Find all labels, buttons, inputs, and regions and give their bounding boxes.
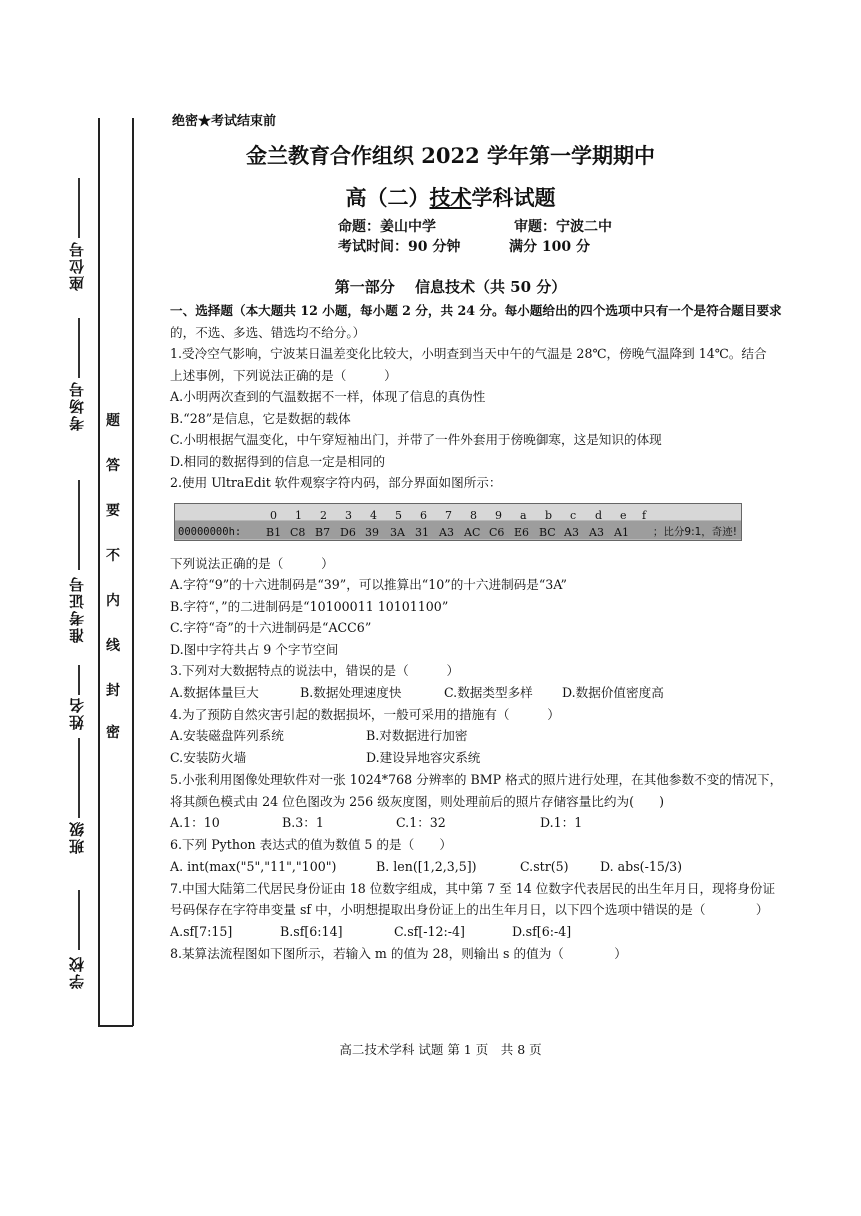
hex-byte: 31 (415, 525, 429, 539)
hex-column-label: c (570, 508, 577, 522)
name-fill-line (78, 665, 80, 695)
q7-option-b: B.sf[6:14] (280, 923, 343, 939)
q1-option-b: B.“28”是信息，它是数据的载体 (170, 410, 351, 426)
q1-stem: 1.受冷空气影响，宁波某日温差变化比较大，小明查到当天中午的气温是 28℃，傍晚气温降到 14℃。结合 (170, 346, 767, 361)
binding-line-left (98, 118, 100, 1026)
q6-option-a: A. int(max("5","11","100") (170, 858, 337, 874)
q3-option-c: C.数据类型多样 (444, 684, 533, 700)
hex-column-label: f (642, 508, 647, 522)
q4-option-c: C.安装防火墙 (170, 750, 247, 765)
hex-column-label: 4 (370, 508, 377, 522)
q2-option-d: D.图中字符共占 9 个字节空间 (170, 641, 339, 657)
exam-room-label: 考场号 (68, 380, 86, 431)
q5-stem-cont: 将其颜色模式由 24 位色图改为 256 级灰度图，则处理前后的照片存储容量比约为( ) (170, 793, 665, 809)
page-footer: 高二技术学科 试题 第 1 页 共 8 页 (339, 1042, 542, 1057)
question-area (170, 300, 834, 964)
q6-stem: 6.下列 Python 表达式的值为数值 5 的是（ ） (170, 837, 452, 852)
hex-byte: BC (539, 525, 556, 539)
q3-option-b: B.数据处理速度快 (300, 684, 402, 700)
hex-byte: A3 (564, 525, 579, 539)
q5-option-b: B.3：1 (282, 815, 324, 830)
hex-byte: A1 (614, 525, 629, 539)
seal-char: 内 (106, 593, 120, 609)
name-label: 姓名 (68, 696, 86, 730)
hex-byte: D6 (340, 525, 356, 539)
hex-column-label: 6 (420, 508, 427, 522)
hex-column-label: d (595, 508, 603, 522)
subtitle-grade: 高（二） (345, 185, 430, 210)
hex-byte: B7 (315, 525, 331, 539)
hex-byte: A3 (589, 525, 604, 539)
time-info: 考试时间：90 分钟 (338, 239, 461, 255)
hex-column-label: 5 (395, 508, 402, 522)
q6-option-d: D. abs(-15/3) (600, 858, 683, 874)
q2-question: 下列说法正确的是（ ） (170, 555, 334, 571)
q1-stem-cont: 上述事例，下列说法正确的是（ ） (170, 367, 397, 383)
q3-option-d: D.数据价值密度高 (562, 684, 664, 700)
subtitle-suffix: 学科试题 (471, 185, 556, 210)
q7-option-d: D.sf[6:-4] (512, 923, 572, 939)
exam-id-label: 准考证号 (68, 575, 86, 643)
hex-column-label: 2 (320, 508, 327, 522)
binding-line-right (132, 118, 134, 1026)
q7-options (170, 921, 834, 943)
q5-option-a: A.1：10 (170, 815, 220, 830)
hex-byte: 3A (390, 525, 405, 539)
exam-subtitle (0, 182, 861, 212)
hex-column-label: 3 (345, 508, 352, 522)
part-intro-cont: 的，不选、多选、错选均不给分。） (170, 324, 366, 340)
hex-column-label: 8 (470, 508, 477, 522)
seal-char: 要 (106, 503, 120, 519)
school-label: 学校 (68, 955, 86, 989)
q1-option-d: D.相同的数据得到的信息一定是相同的 (170, 453, 386, 469)
q6-options (170, 856, 834, 878)
seat-label: 座位号 (68, 240, 86, 291)
seal-char: 题 (106, 413, 120, 429)
hex-byte: B1 (266, 525, 282, 539)
seal-char: 封 (106, 683, 120, 699)
q1-option-c: C.小明根据气温变化，中午穿短袖出门，并带了一件外套用于傍晚御寒，这是知识的体现 (170, 432, 662, 447)
q2-option-c: C.字符“奇”的十六进制码是“ACC6” (170, 620, 372, 635)
q4-options-row1 (170, 725, 834, 747)
seal-char: 密 (106, 725, 120, 741)
q4-option-a: A.安装磁盘阵列系统 (170, 728, 284, 743)
class-label: 班级 (68, 820, 86, 854)
q5-options (170, 812, 834, 834)
q7-stem-cont: 号码保存在字符串变量 sf 中，小明想提取出身份证上的出生年月日，以下四个选项中错误的是（ ） (170, 902, 769, 917)
hex-byte: E6 (514, 525, 530, 539)
part-intro: 一、选择题（本大题共 12 小题，每小题 2 分，共 24 分。每小题给出的四个选项中只有一个是符合题目要求 (170, 303, 782, 318)
exam-title: 金兰教育合作组织 2022 学年第一学期期中 (245, 143, 656, 168)
q4-option-d: D.建设异地容灾系统 (366, 750, 481, 765)
hex-byte: 39 (365, 525, 379, 539)
hex-column-label: 9 (495, 508, 502, 522)
hex-editor-figure (174, 503, 742, 541)
q5-option-c: C.1：32 (396, 815, 446, 830)
hex-byte: A3 (439, 525, 454, 539)
school-fill-line (78, 890, 80, 950)
score-info: 满分 100 分 (509, 239, 590, 255)
secret-tag: 绝密★考试结束前 (172, 114, 277, 129)
hex-address: 00000000h: (178, 525, 242, 538)
exam-room-fill-line (78, 318, 80, 378)
q2-option-a: A.字符“9”的十六进制码是“39”，可以推算出“10”的十六进制码是“3A” (170, 577, 567, 592)
q7-option-c: C.sf[-12:-4] (394, 923, 465, 939)
binding-line-bottom (98, 1025, 133, 1027)
subtitle-subject: 技术 (429, 185, 472, 210)
seal-char: 线 (106, 638, 120, 654)
q3-options (170, 682, 834, 704)
q6-option-b: B. len([1,2,3,5]) (376, 858, 477, 874)
q3-stem: 3.下列对大数据特点的说法中，错误的是（ ） (170, 663, 460, 678)
section-title: 第一部分 信息技术（共 50 分） (334, 278, 567, 296)
reviewer-info: 审题：宁波二中 (514, 219, 612, 235)
q2-stem: 2.使用 UltraEdit 软件观察字符内码，部分界面如图所示： (170, 475, 502, 490)
hex-column-label: 1 (295, 508, 302, 522)
hex-byte: AC (464, 525, 481, 539)
author-info: 命题：姜山中学 (338, 219, 436, 235)
q5-stem: 5.小张利用图像处理软件对一张 1024*768 分辨率的 BMP 格式的照片进行处理，在其他参数不变的情况下， (170, 772, 783, 787)
q6-option-c: C.str(5) (520, 858, 569, 874)
q3-option-a: A.数据体量巨大 (170, 684, 259, 700)
seal-char: 不 (106, 548, 120, 564)
hex-header-row (175, 504, 741, 520)
q4-options-row2 (170, 747, 834, 769)
hex-column-label: e (620, 508, 627, 522)
q7-stem: 7.中国大陆第二代居民身份证由 18 位数字组成，其中第 7 至 14 位数字代表居民的出生年月日，现将身份证 (170, 880, 776, 896)
q4-option-b: B.对数据进行加密 (366, 728, 468, 743)
q8-stem: 8.某算法流程图如下图所示，若输入 m 的值为 28，则输出 s 的值为（ ） (170, 945, 627, 961)
hex-column-label: 7 (445, 508, 452, 522)
hex-byte: C8 (290, 525, 306, 539)
hex-column-label: 0 (270, 508, 277, 522)
exam-id-fill-line (78, 480, 80, 570)
q5-option-d: D.1：1 (540, 815, 583, 830)
q2-option-b: B.字符“，”的二进制码是“10100011 10101100” (170, 598, 449, 614)
q4-stem: 4.为了预防自然灾害引起的数据损坏，一般可采用的措施有（ ） (170, 706, 560, 722)
hex-byte: C6 (489, 525, 505, 539)
class-fill-line (78, 738, 80, 818)
hex-column-label: b (545, 508, 553, 522)
hex-column-label: a (520, 508, 527, 522)
q7-option-a: A.sf[7:15] (170, 923, 233, 939)
hex-text-preview: ；比分9:1，奇迹! (652, 525, 737, 538)
seal-char: 答 (106, 458, 120, 474)
q1-option-a: A.小明两次查到的气温数据不一样，体现了信息的真伪性 (170, 389, 486, 404)
